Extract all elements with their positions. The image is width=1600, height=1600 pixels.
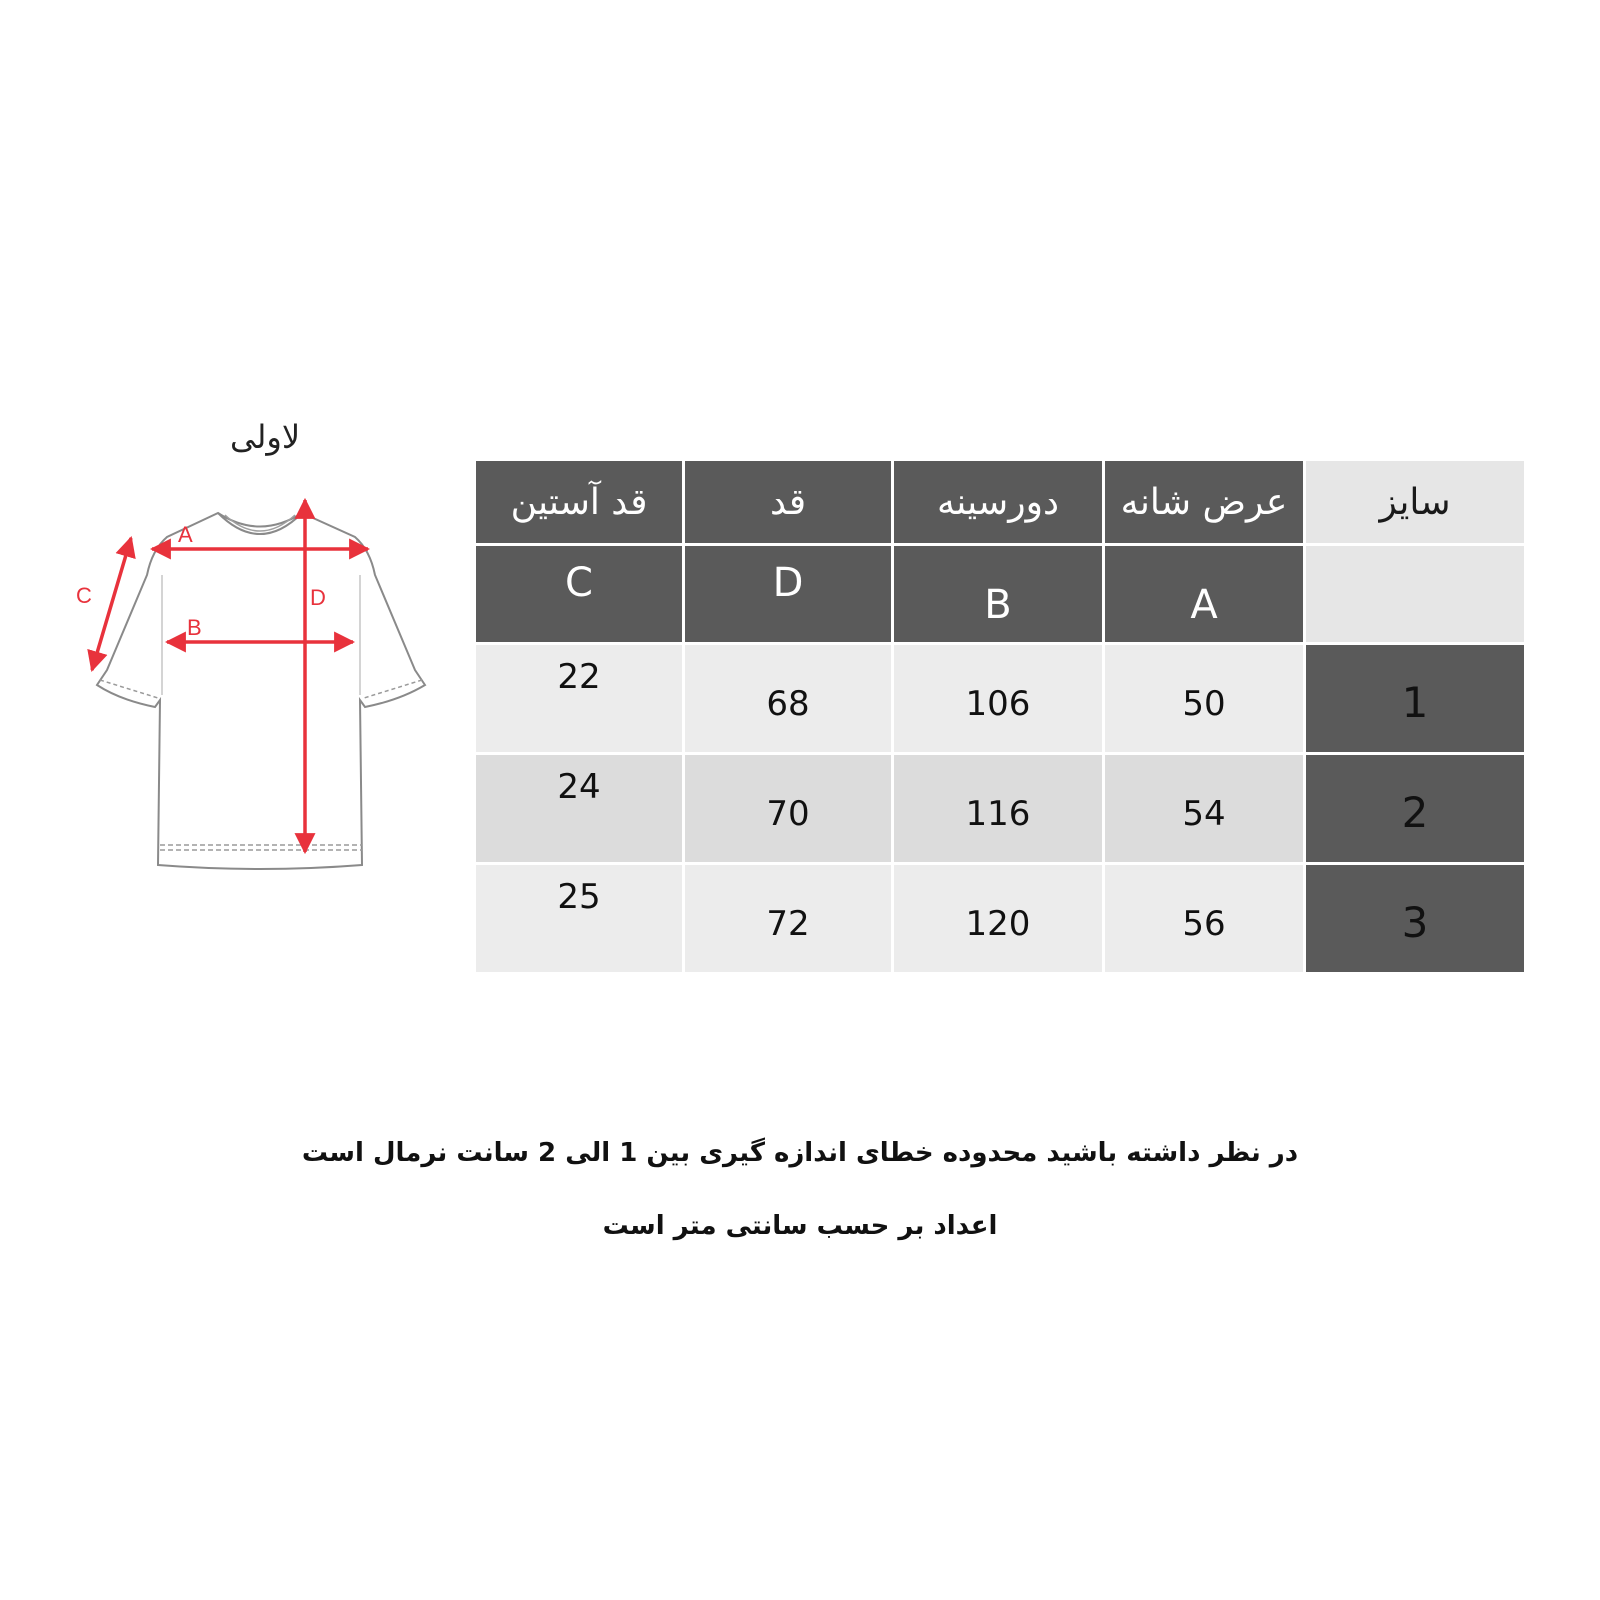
cell-shoulder: 54 [1105, 755, 1303, 862]
cell-size: 3 [1306, 865, 1524, 972]
cell-chest: 116 [894, 755, 1102, 862]
code-d: D [685, 546, 891, 642]
code-c: C [476, 546, 682, 642]
cell-chest: 120 [894, 865, 1102, 972]
table-row [476, 645, 1524, 752]
cell-chest: 106 [894, 645, 1102, 752]
note-units: اعداد بر حسب سانتی متر است [602, 1211, 998, 1241]
cell-length: 72 [685, 865, 891, 972]
label-b: B [187, 615, 202, 640]
code-size [1306, 546, 1524, 642]
cell-size: 1 [1306, 645, 1524, 752]
header-sleeve: قد آستین [476, 461, 682, 543]
table-row [476, 755, 1524, 862]
header-chest: دورسینه [894, 461, 1102, 543]
header-row-code [476, 546, 1524, 642]
brand-name: لاولی [229, 418, 301, 456]
cell-shoulder: 50 [1105, 645, 1303, 752]
note-tolerance: در نظر داشته باشید محدوده خطای اندازه گیری بین 1 الی 2 سانت نرمال است [301, 1138, 1299, 1168]
header-size: سایز [1306, 461, 1524, 543]
cell-size: 2 [1306, 755, 1524, 862]
size-chart-table [473, 458, 1527, 975]
code-b: B [894, 546, 1102, 642]
header-shoulder: عرض شانه [1105, 461, 1303, 543]
cell-sleeve: 22 [476, 645, 682, 752]
code-a: A [1105, 546, 1303, 642]
label-a: A [178, 522, 193, 547]
table-row [476, 865, 1524, 972]
tshirt-outline [97, 513, 425, 869]
cell-length: 68 [685, 645, 891, 752]
header-row-fa [476, 461, 1524, 543]
cell-shoulder: 56 [1105, 865, 1303, 972]
cell-length: 70 [685, 755, 891, 862]
label-c: C [76, 583, 92, 608]
label-d: D [310, 585, 326, 610]
cell-sleeve: 24 [476, 755, 682, 862]
cell-sleeve: 25 [476, 865, 682, 972]
header-length: قد [685, 461, 891, 543]
tshirt-diagram [70, 495, 440, 890]
